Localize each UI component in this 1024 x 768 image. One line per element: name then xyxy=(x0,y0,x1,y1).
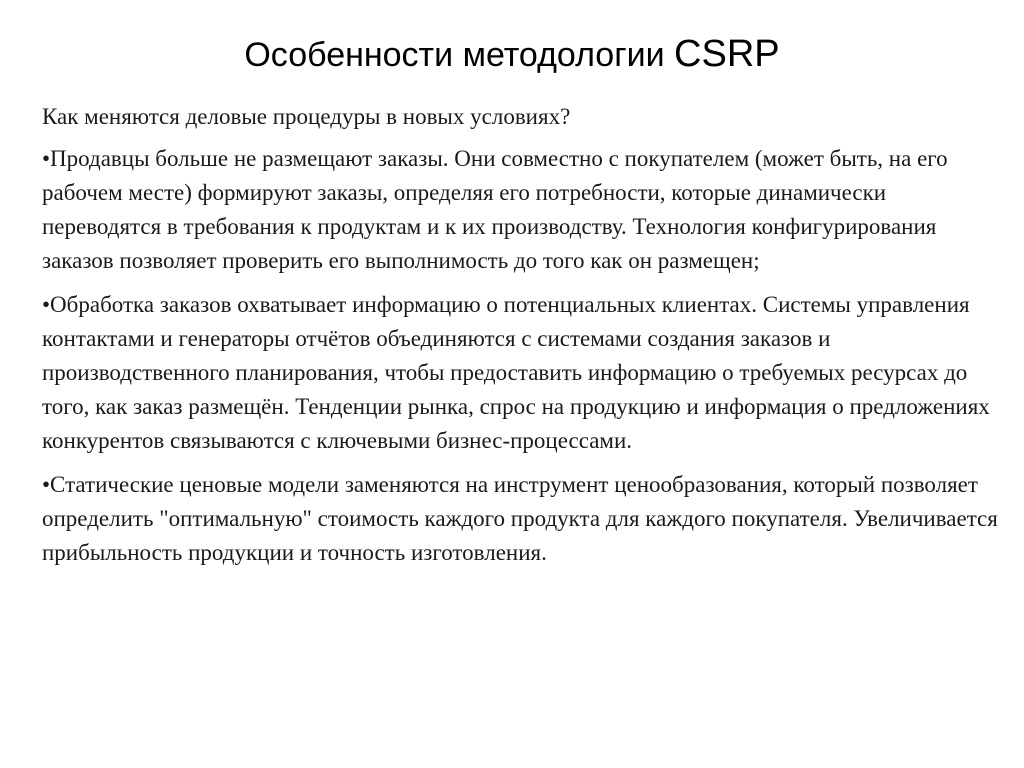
slide-title xyxy=(0,30,1024,79)
slide-body xyxy=(42,100,1002,580)
bullet-sellers: •Продавцы больше не размещают заказы. Они совместно с покупателем (может быть, на его рабочем месте) формируют заказы, определяя его потребности, которые динамически переводятся в требования к продуктам и к их производству. Технология конфигурирования заказов позволяет проверить его выполнимость до того как он размещен; xyxy=(42,146,948,273)
slide-title-acronym: CSRP xyxy=(674,33,780,75)
bullet-order-processing: •Обработка заказов охватывает информацию о потенциальных клиентах. Системы управления контактами и генераторы отчётов объединяются с системами создания заказов и производственного планирования, чтобы предоставить информацию о требуемых ресурсах до того, как заказ размещён. Тенденции рынка, спрос на продукцию и информация о предложениях конкурентов связываются с ключевыми бизнес-процессами. xyxy=(42,292,990,453)
bullet-pricing: •Статические ценовые модели заменяются на инструмент ценообразования, который позволяет определить "оптимальную" стоимость каждого продукта для каждого покупателя. Увеличивается прибыльность продукции и точность изготовления. xyxy=(42,472,998,565)
slide-title-text: Особенности методологии xyxy=(244,36,675,74)
intro-question: Как меняются деловые процедуры в новых условиях? xyxy=(42,104,571,129)
